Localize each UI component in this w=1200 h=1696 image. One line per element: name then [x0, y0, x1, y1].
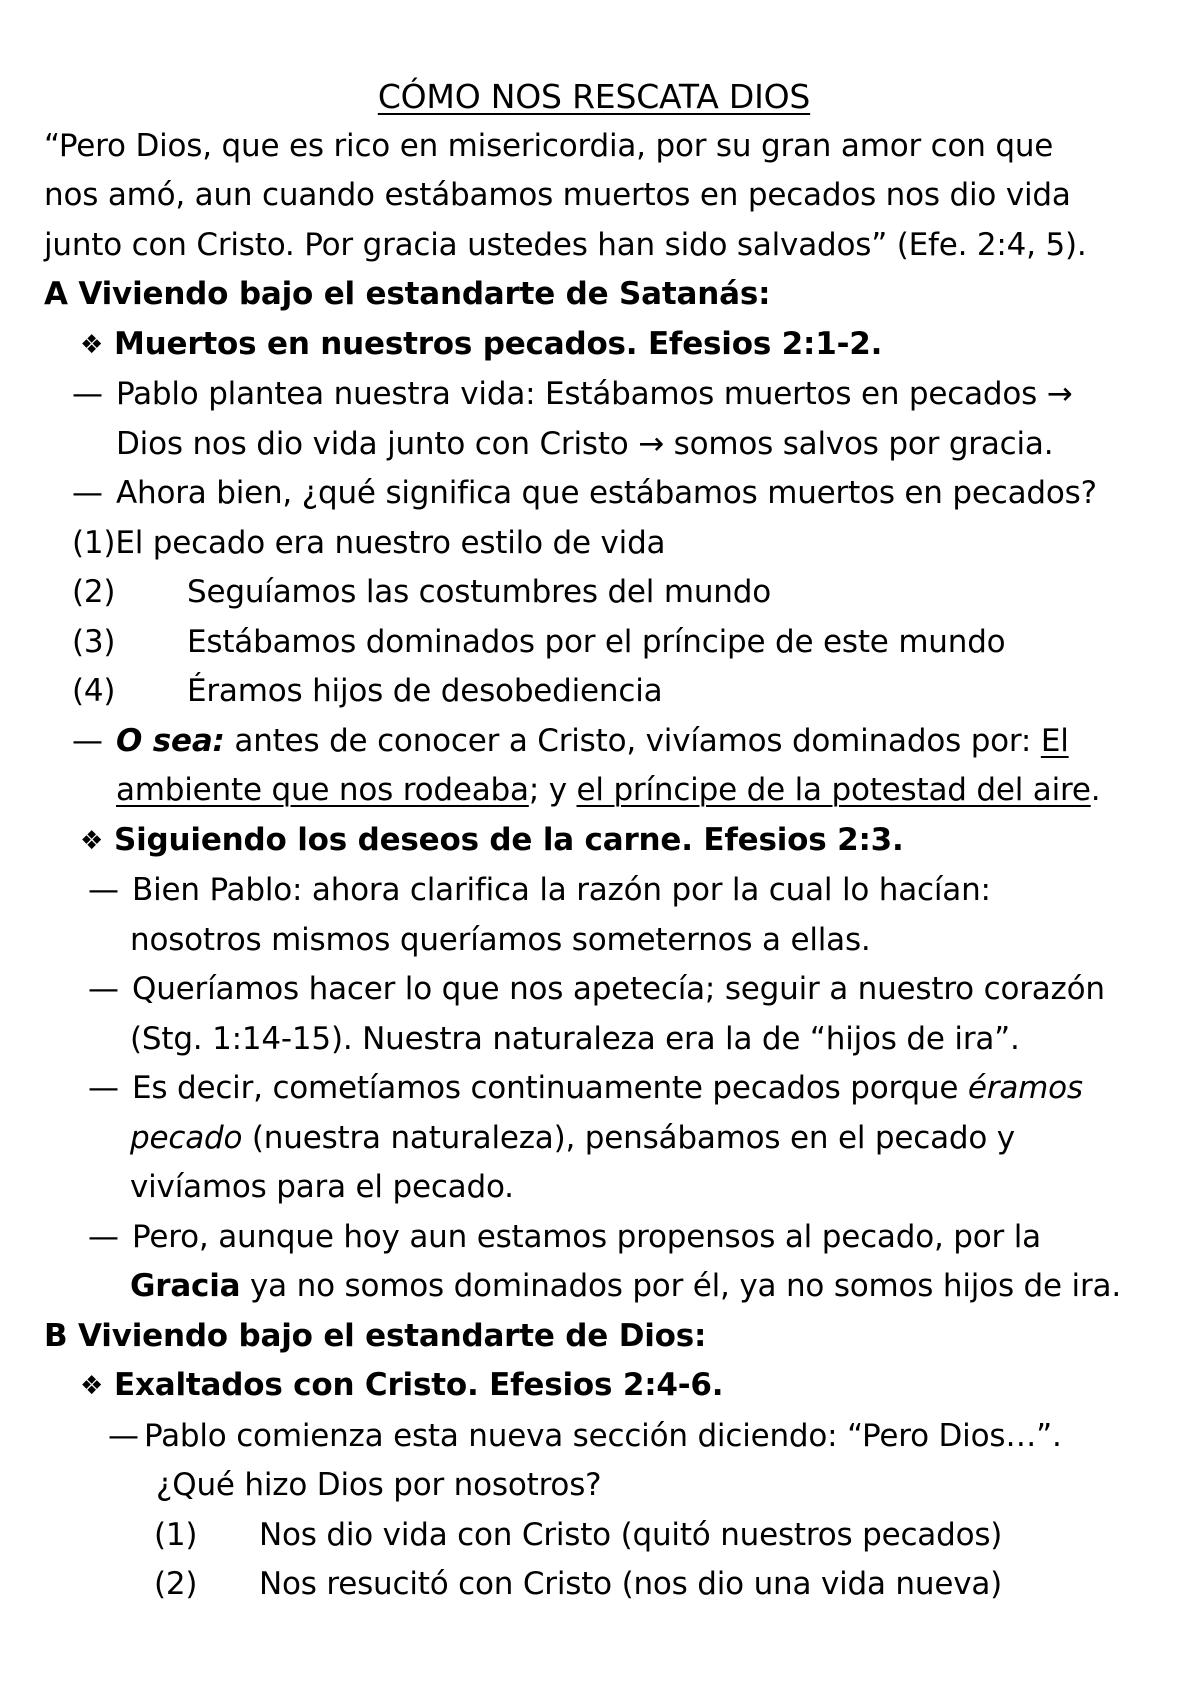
section-a-bullet-2 [44, 816, 1174, 867]
list-text: Seguíamos las costumbres del mundo [187, 574, 772, 610]
list-number: (2) [154, 1566, 198, 1602]
dash-marker: — [88, 1218, 119, 1255]
underlined-text: ambiente que nos rodeaba [116, 772, 529, 808]
paragraph-text: Es decir, cometíamos continuamente pecados porque [132, 1070, 968, 1106]
paragraph-text: Ahora bien, ¿qué significa que estábamos muertos en pecados? [116, 475, 1097, 511]
paragraph-line: vivíamos para el pecado. [130, 1169, 514, 1205]
paragraph-line [44, 1064, 1174, 1114]
diamond-bullet-icon: ❖ [80, 329, 104, 360]
paragraph-line [44, 1412, 1174, 1462]
list-number: (2) [72, 574, 116, 610]
intro-line: nos amó, aun cuando estábamos muertos en pecados nos dio vida [44, 177, 1071, 213]
list-number: (3) [72, 623, 116, 660]
paragraph-line [44, 1262, 1174, 1312]
list-number: (4) [72, 673, 116, 709]
dash-marker: — [72, 722, 103, 759]
paragraph-line [44, 766, 1174, 816]
list-item [44, 1511, 1174, 1561]
paragraph-text: Pablo plantea nuestra vida: Estábamos muertos en pecados → [116, 376, 1073, 412]
section-b-heading: B Viviendo bajo el estandarte de Dios: [44, 1317, 707, 1354]
intro-quote [44, 122, 1174, 271]
paragraph-line [44, 965, 1174, 1015]
paragraph-line [44, 1213, 1174, 1263]
italic-text: pecado [130, 1119, 243, 1156]
paragraph-text: Pablo comienza esta nueva sección diciendo: “Pero Dios…”. [144, 1417, 1062, 1454]
dash-marker: — [88, 1070, 119, 1106]
paragraph-line [44, 717, 1174, 767]
paragraph-line: ¿Qué hizo Dios por nosotros? [156, 1467, 602, 1503]
paragraph-text: Queríamos hacer lo que nos apetecía; seguir a nuestro corazón [132, 971, 1105, 1007]
list-number: (1) [154, 1516, 198, 1553]
list-text: Nos dio vida con Cristo (quitó nuestros pecados) [259, 1516, 1003, 1553]
list-text: Estábamos dominados por el príncipe de este mundo [187, 623, 1006, 660]
list-item [44, 667, 1174, 717]
document-page [44, 72, 1174, 1610]
list-number: (1) [72, 524, 116, 561]
paragraph-text: Bien Pablo: ahora clarifica la razón por la cual lo hacían: [132, 872, 991, 908]
dash-marker: — [88, 971, 119, 1007]
paragraph-line [44, 370, 1174, 420]
diamond-bullet-icon: ❖ [80, 825, 104, 856]
section-a-bullet-1 [44, 320, 1174, 371]
section-a-heading: A Viviendo bajo el estandarte de Satanás: [44, 276, 771, 312]
list-item [44, 568, 1174, 618]
paragraph-text: ya no somos dominados por él, ya no somos hijos de ira. [240, 1268, 1121, 1304]
paragraph-line [44, 1114, 1174, 1164]
diamond-bullet-icon: ❖ [80, 1371, 104, 1401]
dash-marker: — [88, 872, 119, 908]
underlined-text: el príncipe de la potestad del aire [576, 772, 1091, 808]
paragraph-text: (nuestra naturaleza), pensábamos en el pecado y [242, 1119, 1015, 1156]
dash-marker: — [72, 376, 103, 412]
bullet-text: Siguiendo los deseos de la carne. Efesios 2:3. [114, 821, 904, 858]
paragraph-line: (Stg. 1:14-15). Nuestra naturaleza era la de “hijos de ira”. [130, 1020, 1020, 1057]
osea-label: O sea: [116, 722, 225, 759]
intro-line: junto con Cristo. Por gracia ustedes han sido salvados” (Efe. 2:4, 5). [44, 226, 1087, 263]
list-text: Éramos hijos de desobediencia [187, 673, 663, 709]
section-b-bullet-1 [44, 1361, 1174, 1412]
list-item [44, 1560, 1174, 1610]
paragraph-line [44, 469, 1174, 519]
list-text: Nos resucitó con Cristo (nos dio una vida nueva) [259, 1566, 1003, 1602]
dash-marker: — [72, 475, 103, 511]
list-text: El pecado era nuestro estilo de vida [115, 524, 666, 561]
underlined-text: El [1040, 722, 1069, 759]
list-item [44, 519, 1174, 569]
paragraph-line: nosotros mismos queríamos someternos a ellas. [130, 921, 871, 958]
dash-marker: — [108, 1417, 139, 1454]
italic-text: éramos [967, 1070, 1083, 1106]
document-title: CÓMO NOS RESCATA DIOS [377, 77, 811, 116]
bullet-text: Exaltados con Cristo. Efesios 2:4-6. [114, 1367, 724, 1403]
paragraph-line [44, 866, 1174, 916]
paragraph-line: Dios nos dio vida junto con Cristo → somos salvos por gracia. [116, 425, 1054, 462]
paragraph-text: Pero, aunque hoy aun estamos propensos al pecado, por la [132, 1218, 1041, 1255]
list-item [44, 618, 1174, 668]
paragraph-text: ; y [528, 772, 577, 808]
paragraph-text: antes de conocer a Cristo, vivíamos dominados por: [224, 722, 1041, 759]
intro-line: “Pero Dios, que es rico en misericordia, por su gran amor con que [44, 127, 1054, 164]
bullet-text: Muertos en nuestros pecados. Efesios 2:1-2. [114, 325, 883, 362]
paragraph-text: . [1090, 772, 1101, 808]
bold-text: Gracia [130, 1268, 241, 1304]
